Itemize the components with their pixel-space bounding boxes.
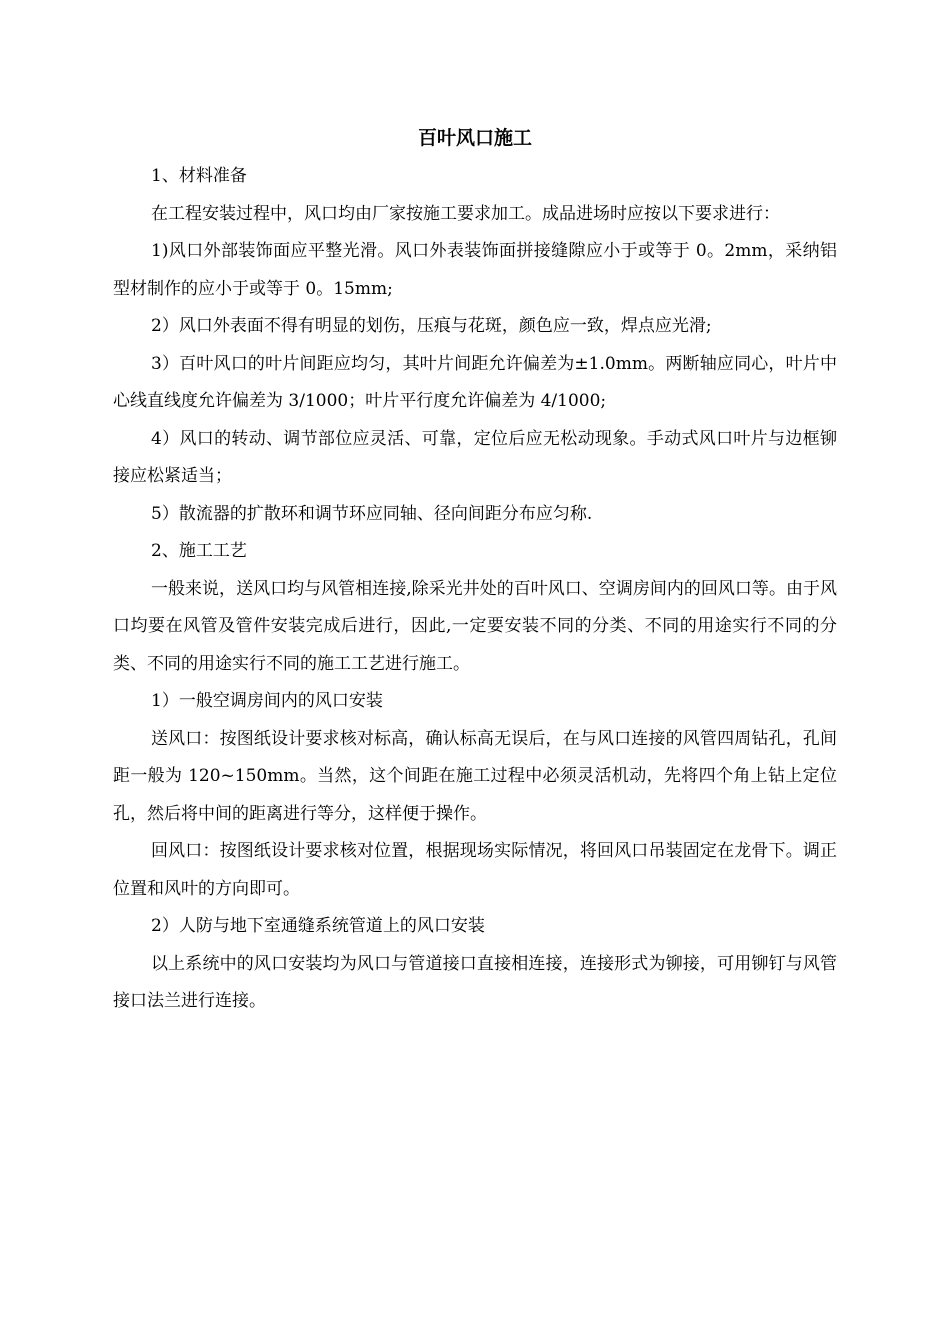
- paragraph-requirement-5: 5）散流器的扩散环和调节环应同轴、径向间距分布应匀称.: [151, 503, 593, 524]
- paragraph-requirement-3: 3）百叶风口的叶片间距应均匀，其叶片间距允许偏差为±1.0mm。两断轴应同心，叶片中心线直线度允许偏差为 3/1000；叶片平行度允许偏差为 4/1000;: [113, 353, 837, 411]
- subsection-heading-ac-rooms: 1）一般空调房间内的风口安装: [151, 691, 383, 711]
- paragraph-requirement-2: 2）风口外表面不得有明显的划伤，压痕与花斑，颜色应一致，焊点应光滑;: [151, 316, 712, 336]
- paragraph-supply-outlet: 送风口：按图纸设计要求核对标高，确认标高无误后，在与风口连接的风管四周钻孔，孔间距一般为 120~150mm。当然，这个间距在施工过程中必须灵活机动，先将四个角上钻上定位孔，然后将中间的距离进行等分，这样便于操作。: [113, 728, 837, 824]
- document-title: 百叶风口施工: [417, 127, 532, 149]
- section-heading-materials: 1、材料准备: [151, 166, 247, 186]
- paragraph-materials-intro: 在工程安装过程中，风口均由厂家按施工要求加工。成品进场时应按以下要求进行：: [151, 203, 780, 224]
- paragraph-return-outlet: 回风口：按图纸设计要求核对位置，根据现场实际情况，将回风口吊装固定在龙骨下。调正位置和风叶的方向即可。: [113, 841, 837, 899]
- subsection-heading-basement: 2）人防与地下室通缝系统管道上的风口安装: [151, 916, 485, 936]
- paragraph-basement-install: 以上系统中的风口安装均为风口与管道接口直接相连接，连接形式为铆接，可用铆钉与风管接口法兰进行连接。: [113, 953, 837, 1011]
- paragraph-requirement-4: 4）风口的转动、调节部位应灵活、可靠，定位后应无松动现象。手动式风口叶片与边框铆接应松紧适当；: [113, 428, 837, 486]
- paragraph-requirement-1: 1)风口外部装饰面应平整光滑。风口外表装饰面拼接缝隙应小于或等于 0。2mm，采纳铝型材制作的应小于或等于 0。15mm;: [113, 241, 837, 299]
- section-heading-process: 2、施工工艺: [151, 541, 247, 561]
- paragraph-process-intro: 一般来说，送风口均与风管相连接,除采光井处的百叶风口、空调房间内的回风口等。由于风口均要在风管及管件安装完成后进行，因此,一定要安装不同的分类、不同的用途实行不同的分类、不同的用途实行不同的施工工艺进行施工。: [113, 578, 837, 674]
- document-body: [113, 158, 837, 1021]
